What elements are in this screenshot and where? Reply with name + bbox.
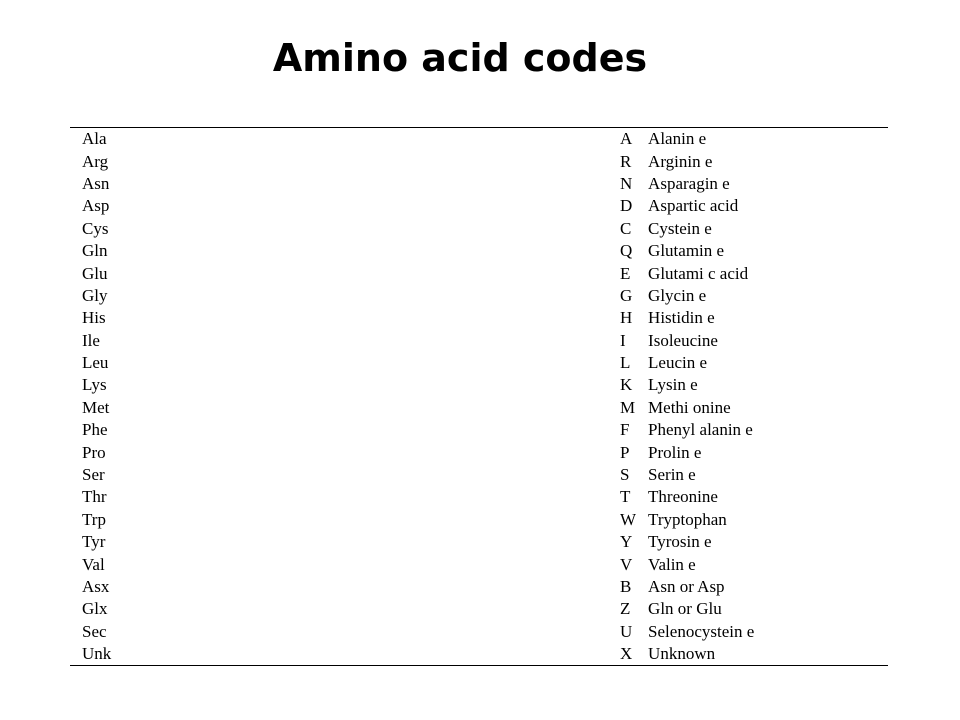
amino-acid-name: Tryptophan [648, 509, 727, 529]
amino-acid-name: Phenyl alanin e [648, 420, 753, 440]
one-letter-code: K [620, 375, 633, 395]
table-row [70, 262, 888, 284]
three-letter-code: Asx [82, 577, 110, 596]
amino-acid-table-container [70, 127, 888, 666]
three-letter-code: Ala [82, 129, 107, 149]
table-row [70, 240, 888, 262]
amino-acid-name: Methi onine [648, 397, 731, 417]
one-letter-code: E [620, 263, 631, 283]
amino-acid-table [70, 127, 888, 666]
amino-acid-name: Asn or Asp [648, 577, 725, 596]
three-letter-code: Arg [82, 151, 109, 171]
three-letter-code: Trp [82, 509, 106, 529]
three-letter-code: His [82, 308, 106, 328]
three-letter-code: Gln [82, 241, 108, 261]
three-letter-code: Asp [82, 196, 110, 216]
one-letter-code: S [620, 465, 630, 485]
one-letter-code: W [620, 509, 637, 529]
amino-acid-name: Threonine [648, 487, 718, 507]
amino-acid-name: Prolin e [648, 442, 702, 462]
three-letter-code: Sec [82, 621, 107, 641]
one-letter-code: I [620, 330, 626, 350]
one-letter-code: Y [620, 532, 633, 552]
amino-acid-name: Unknown [648, 644, 716, 664]
one-letter-code: H [620, 308, 633, 328]
one-letter-code: M [620, 397, 636, 417]
amino-acid-name: Glutamin e [648, 241, 725, 261]
three-letter-code: Leu [82, 353, 109, 373]
amino-acid-name: Serin e [648, 465, 696, 485]
three-letter-code: Ser [82, 465, 105, 485]
table-row [70, 509, 888, 531]
table-row [70, 285, 888, 307]
one-letter-code: T [620, 487, 631, 507]
one-letter-code: D [620, 196, 633, 216]
three-letter-code: Val [82, 554, 105, 574]
table-row [70, 218, 888, 240]
three-letter-code: Met [82, 397, 110, 417]
amino-acid-name: Glutami c acid [648, 263, 749, 283]
three-letter-code: Phe [82, 420, 108, 440]
one-letter-code: A [620, 129, 633, 149]
three-letter-code: Tyr [82, 532, 106, 552]
three-letter-code: Asn [82, 173, 110, 193]
table-row [70, 486, 888, 508]
amino-acid-name: Asparagin e [648, 173, 730, 193]
one-letter-code: R [620, 151, 632, 171]
table-row [70, 464, 888, 486]
one-letter-code: Q [620, 241, 633, 261]
three-letter-code: Lys [82, 375, 107, 395]
amino-acid-name: Selenocystein e [648, 621, 755, 641]
table-row [70, 419, 888, 441]
amino-acid-name: Tyrosin e [648, 532, 712, 552]
table-row [70, 173, 888, 195]
amino-acid-name: Cystein e [648, 218, 712, 238]
table-row [70, 576, 888, 598]
one-letter-code: G [620, 285, 633, 305]
three-letter-code: Ile [82, 330, 100, 350]
table-row [70, 397, 888, 419]
one-letter-code: C [620, 218, 632, 238]
table-row [70, 195, 888, 217]
one-letter-code: B [620, 577, 632, 596]
one-letter-code: V [620, 554, 633, 574]
three-letter-code: Cys [82, 218, 109, 238]
three-letter-code: Thr [82, 487, 107, 507]
amino-acid-name: Leucin e [648, 353, 708, 373]
table-row [70, 553, 888, 575]
amino-acid-name: Aspartic acid [648, 196, 739, 216]
amino-acid-name: Isoleucine [648, 330, 718, 350]
one-letter-code: Z [620, 599, 631, 619]
amino-acid-name: Glycin e [648, 285, 707, 305]
table-row [70, 307, 888, 329]
three-letter-code: Glu [82, 263, 108, 283]
one-letter-code: U [620, 621, 633, 641]
table-row [70, 374, 888, 396]
one-letter-code: X [620, 644, 633, 664]
table-row [70, 352, 888, 374]
table-row [70, 150, 888, 172]
amino-acid-name: Gln or Glu [648, 599, 722, 619]
amino-acid-name: Lysin e [648, 375, 698, 395]
one-letter-code: F [620, 420, 630, 440]
three-letter-code: Glx [82, 599, 108, 619]
amino-acid-name: Alanin e [648, 129, 707, 149]
table-row [70, 128, 888, 151]
one-letter-code: L [620, 353, 631, 373]
amino-acid-name: Histidin e [648, 308, 715, 328]
amino-acid-name: Arginin e [648, 151, 713, 171]
three-letter-code: Unk [82, 644, 112, 664]
table-row [70, 531, 888, 553]
table-row [70, 643, 888, 666]
amino-acid-name: Valin e [648, 554, 696, 574]
three-letter-code: Gly [82, 285, 108, 305]
table-row [70, 621, 888, 643]
one-letter-code: N [620, 173, 633, 193]
slide-title: Amino acid codes [272, 36, 648, 80]
table-row [70, 330, 888, 352]
table-row [70, 598, 888, 620]
table-row [70, 441, 888, 463]
one-letter-code: P [620, 442, 630, 462]
three-letter-code: Pro [82, 442, 106, 462]
table-body [70, 128, 888, 666]
